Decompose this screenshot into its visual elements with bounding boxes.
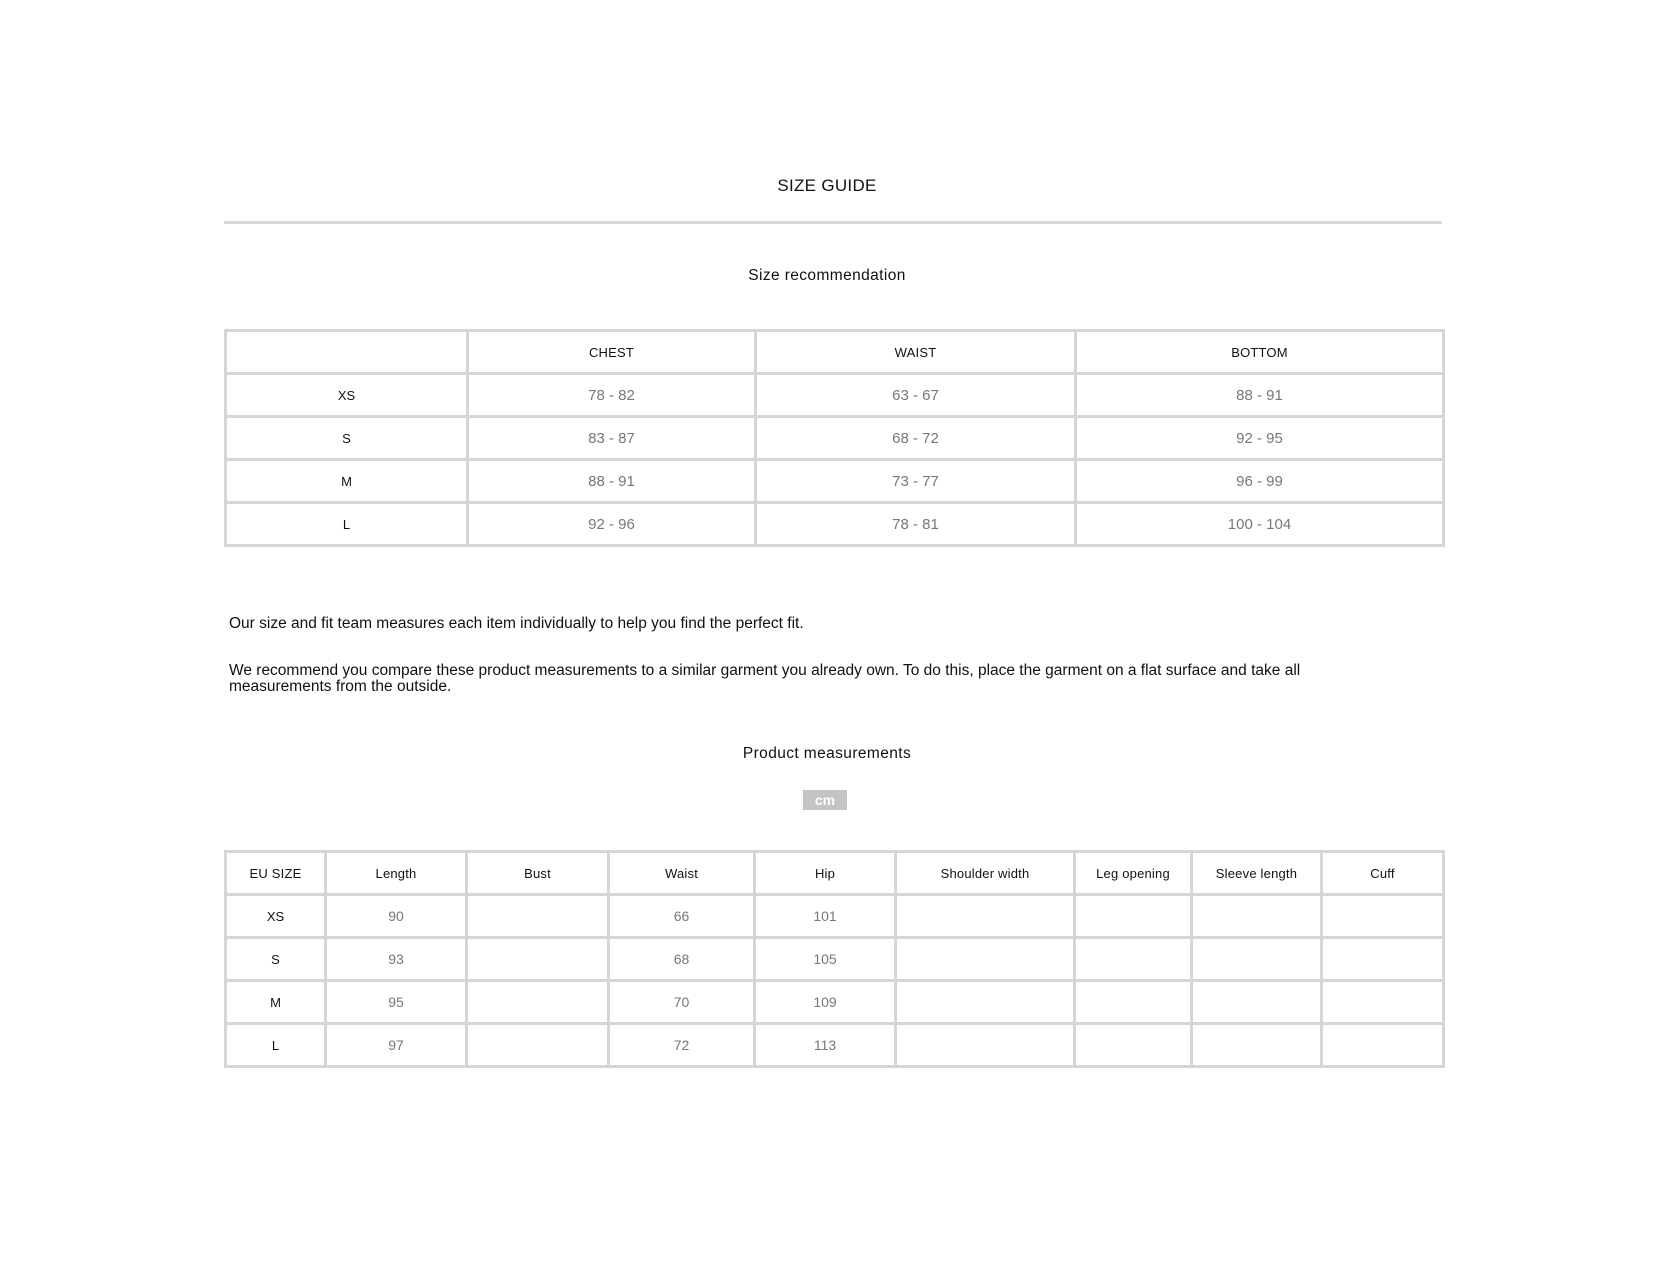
measurement-instructions: We recommend you compare these product measurements to a similar garment you already own. To do this, place the garment on a flat surface and take all measurements from the outside. xyxy=(229,662,1301,695)
sleeve-length-value xyxy=(1192,981,1322,1024)
column-header-chest: CHEST xyxy=(468,331,756,374)
waist-value: 68 - 72 xyxy=(756,417,1076,460)
table-row xyxy=(226,417,1444,460)
column-header-length: Length xyxy=(326,852,467,895)
size-label: M xyxy=(226,460,468,503)
table-row xyxy=(226,981,1444,1024)
hip-value: 105 xyxy=(755,938,896,981)
shoulder-width-value xyxy=(896,981,1075,1024)
length-value: 93 xyxy=(326,938,467,981)
bust-value xyxy=(467,938,609,981)
unit-toggle-button[interactable]: cm xyxy=(803,790,847,810)
hip-value: 109 xyxy=(755,981,896,1024)
waist-value: 68 xyxy=(609,938,755,981)
product-measurements-heading: Product measurements xyxy=(742,745,912,762)
chest-value: 88 - 91 xyxy=(468,460,756,503)
column-header-shoulder-width: Shoulder width xyxy=(896,852,1075,895)
column-header-waist: WAIST xyxy=(756,331,1076,374)
size-label: L xyxy=(226,1024,326,1067)
size-label: XS xyxy=(226,895,326,938)
bust-value xyxy=(467,981,609,1024)
column-header-leg-opening: Leg opening xyxy=(1075,852,1192,895)
size-label: M xyxy=(226,981,326,1024)
bottom-value: 100 - 104 xyxy=(1076,503,1444,546)
table-header-row xyxy=(226,852,1444,895)
cuff-value xyxy=(1322,938,1444,981)
bottom-value: 96 - 99 xyxy=(1076,460,1444,503)
size-label: XS xyxy=(226,374,468,417)
column-header xyxy=(226,331,468,374)
hip-value: 101 xyxy=(755,895,896,938)
size-recommendation-table xyxy=(224,329,1445,547)
hip-value: 113 xyxy=(755,1024,896,1067)
waist-value: 78 - 81 xyxy=(756,503,1076,546)
shoulder-width-value xyxy=(896,938,1075,981)
shoulder-width-value xyxy=(896,895,1075,938)
bottom-value: 92 - 95 xyxy=(1076,417,1444,460)
bust-value xyxy=(467,895,609,938)
waist-value: 72 xyxy=(609,1024,755,1067)
column-header-eu-size: EU SIZE xyxy=(226,852,326,895)
bottom-value: 88 - 91 xyxy=(1076,374,1444,417)
column-header-hip: Hip xyxy=(755,852,896,895)
leg-opening-value xyxy=(1075,938,1192,981)
column-header-waist: Waist xyxy=(609,852,755,895)
leg-opening-value xyxy=(1075,981,1192,1024)
waist-value: 66 xyxy=(609,895,755,938)
length-value: 95 xyxy=(326,981,467,1024)
chest-value: 83 - 87 xyxy=(468,417,756,460)
table-row xyxy=(226,460,1444,503)
chest-value: 92 - 96 xyxy=(468,503,756,546)
cuff-value xyxy=(1322,981,1444,1024)
size-label: S xyxy=(226,938,326,981)
sleeve-length-value xyxy=(1192,1024,1322,1067)
table-row xyxy=(226,503,1444,546)
sleeve-length-value xyxy=(1192,938,1322,981)
waist-value: 63 - 67 xyxy=(756,374,1076,417)
cuff-value xyxy=(1322,1024,1444,1067)
column-header-cuff: Cuff xyxy=(1322,852,1444,895)
leg-opening-value xyxy=(1075,895,1192,938)
shoulder-width-value xyxy=(896,1024,1075,1067)
leg-opening-value xyxy=(1075,1024,1192,1067)
table-row xyxy=(226,1024,1444,1067)
length-value: 97 xyxy=(326,1024,467,1067)
size-recommendation-heading: Size recommendation xyxy=(748,267,906,284)
size-label: S xyxy=(226,417,468,460)
length-value: 90 xyxy=(326,895,467,938)
table-row xyxy=(226,374,1444,417)
column-header-bottom: BOTTOM xyxy=(1076,331,1444,374)
column-header-sleeve-length: Sleeve length xyxy=(1192,852,1322,895)
sleeve-length-value xyxy=(1192,895,1322,938)
chest-value: 78 - 82 xyxy=(468,374,756,417)
table-header-row xyxy=(226,331,1444,374)
title-divider xyxy=(224,221,1442,224)
table-row xyxy=(226,938,1444,981)
size-label: L xyxy=(226,503,468,546)
waist-value: 70 xyxy=(609,981,755,1024)
column-header-bust: Bust xyxy=(467,852,609,895)
bust-value xyxy=(467,1024,609,1067)
cuff-value xyxy=(1322,895,1444,938)
waist-value: 73 - 77 xyxy=(756,460,1076,503)
product-measurements-table xyxy=(224,850,1445,1068)
fit-team-note: Our size and fit team measures each item individually to help you find the perfect fit. xyxy=(229,615,804,632)
page-title: SIZE GUIDE xyxy=(777,176,877,195)
table-row xyxy=(226,895,1444,938)
